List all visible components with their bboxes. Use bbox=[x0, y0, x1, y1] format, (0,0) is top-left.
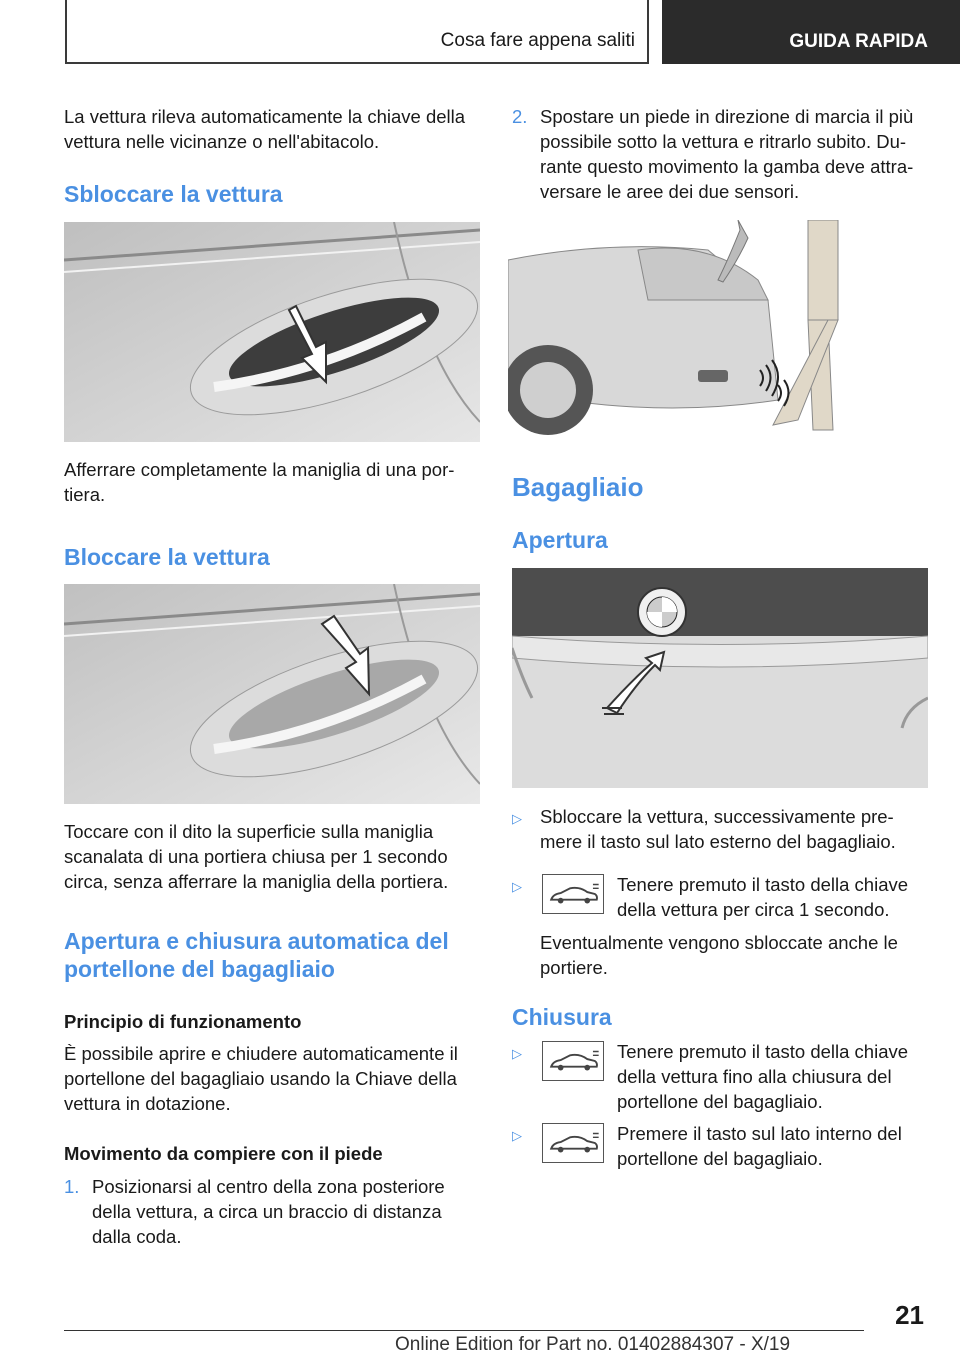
header-tab-label: GUIDA RAPIDA bbox=[789, 31, 928, 52]
bullet-icon: ▷ bbox=[512, 879, 522, 894]
step-2 bbox=[512, 104, 928, 202]
car-tailgate-button-icon bbox=[542, 1123, 604, 1163]
unlock-text: Afferrare completamente la maniglia di una por-tiera. bbox=[64, 459, 455, 505]
heading-foot-movement: Movimento da compiere con il piede bbox=[64, 1143, 383, 1164]
heading-trunk: Bagagliaio bbox=[512, 472, 644, 502]
open-item-2 bbox=[512, 872, 928, 932]
foot-gesture-car-rear-image bbox=[508, 220, 864, 440]
close-item-1 bbox=[512, 1039, 928, 1119]
principle-text: È possibile aprire e chiudere automaticamente il portellone del bagagliaio usando la Chiave della vettura in dotazione. bbox=[64, 1043, 458, 1114]
step-2-text: Spostare un piede in direzione di marcia il più possibile sotto la vettura e ritrarlo subito. Du-rante questo movimento la gamba deve attra-versare le aree dei due sensori. bbox=[540, 106, 914, 202]
step-1-number: 1. bbox=[64, 1176, 80, 1197]
car-key-tailgate-icon bbox=[542, 1041, 604, 1081]
header-section-box bbox=[65, 0, 649, 64]
car-key-tailgate-icon bbox=[542, 874, 604, 914]
header-tab bbox=[662, 0, 960, 64]
bullet-icon: ▷ bbox=[512, 1128, 522, 1143]
open-item-2-text: Tenere premuto il tasto della chiave della vettura per circa 1 secondo. bbox=[617, 874, 909, 920]
open-item-2-note: Eventualmente vengono sbloccate anche le portiere. bbox=[540, 932, 898, 978]
heading-lock: Bloccare la vettura bbox=[64, 544, 270, 570]
bullet-icon: ▷ bbox=[512, 1046, 522, 1061]
door-handle-lock-image bbox=[64, 584, 480, 804]
open-item-1 bbox=[512, 804, 928, 864]
page-number: 21 bbox=[895, 1300, 924, 1330]
close-item-2-text: Premere il tasto sul lato interno del portellone del bagagliaio. bbox=[617, 1123, 902, 1169]
header-section-title: Cosa fare appena saliti bbox=[440, 30, 635, 51]
heading-close: Chiusura bbox=[512, 1004, 612, 1030]
close-item-2 bbox=[512, 1121, 928, 1181]
footer-divider bbox=[64, 1330, 864, 1331]
door-handle-unlock-image bbox=[64, 222, 480, 442]
intro-text: La vettura rileva automaticamente la chiave della vettura nelle vicinanze o nell'abitacolo. bbox=[64, 106, 466, 152]
heading-unlock: Sbloccare la vettura bbox=[64, 181, 283, 207]
footer-edition: Online Edition for Part no. 01402884307 - X/19 bbox=[395, 1334, 791, 1355]
close-item-1-text: Tenere premuto il tasto della chiave della vettura fino alla chiusura del portellone del bagagliaio. bbox=[617, 1041, 909, 1112]
open-item-1-text: Sbloccare la vettura, successivamente pre-mere il tasto sul lato esterno del bagagliaio. bbox=[540, 806, 896, 852]
heading-open: Apertura bbox=[512, 527, 608, 553]
step-1-text: Posizionarsi al centro della zona posteriore della vettura, a circa un braccio di distanza dalla coda. bbox=[92, 1176, 445, 1247]
heading-auto-tailgate: Apertura e chiusura automatica del portellone del bagagliaio bbox=[64, 928, 449, 982]
lock-text: Toccare con il dito la superficie sulla maniglia scanalata di una portiera chiusa per 1 secondo circa, senza afferrare la maniglia della portiera. bbox=[64, 821, 449, 892]
step-2-number: 2. bbox=[512, 106, 528, 127]
heading-principle: Principio di funzionamento bbox=[64, 1011, 302, 1032]
step-1 bbox=[64, 1174, 480, 1247]
trunk-button-image bbox=[512, 568, 928, 788]
bullet-icon: ▷ bbox=[512, 811, 522, 826]
